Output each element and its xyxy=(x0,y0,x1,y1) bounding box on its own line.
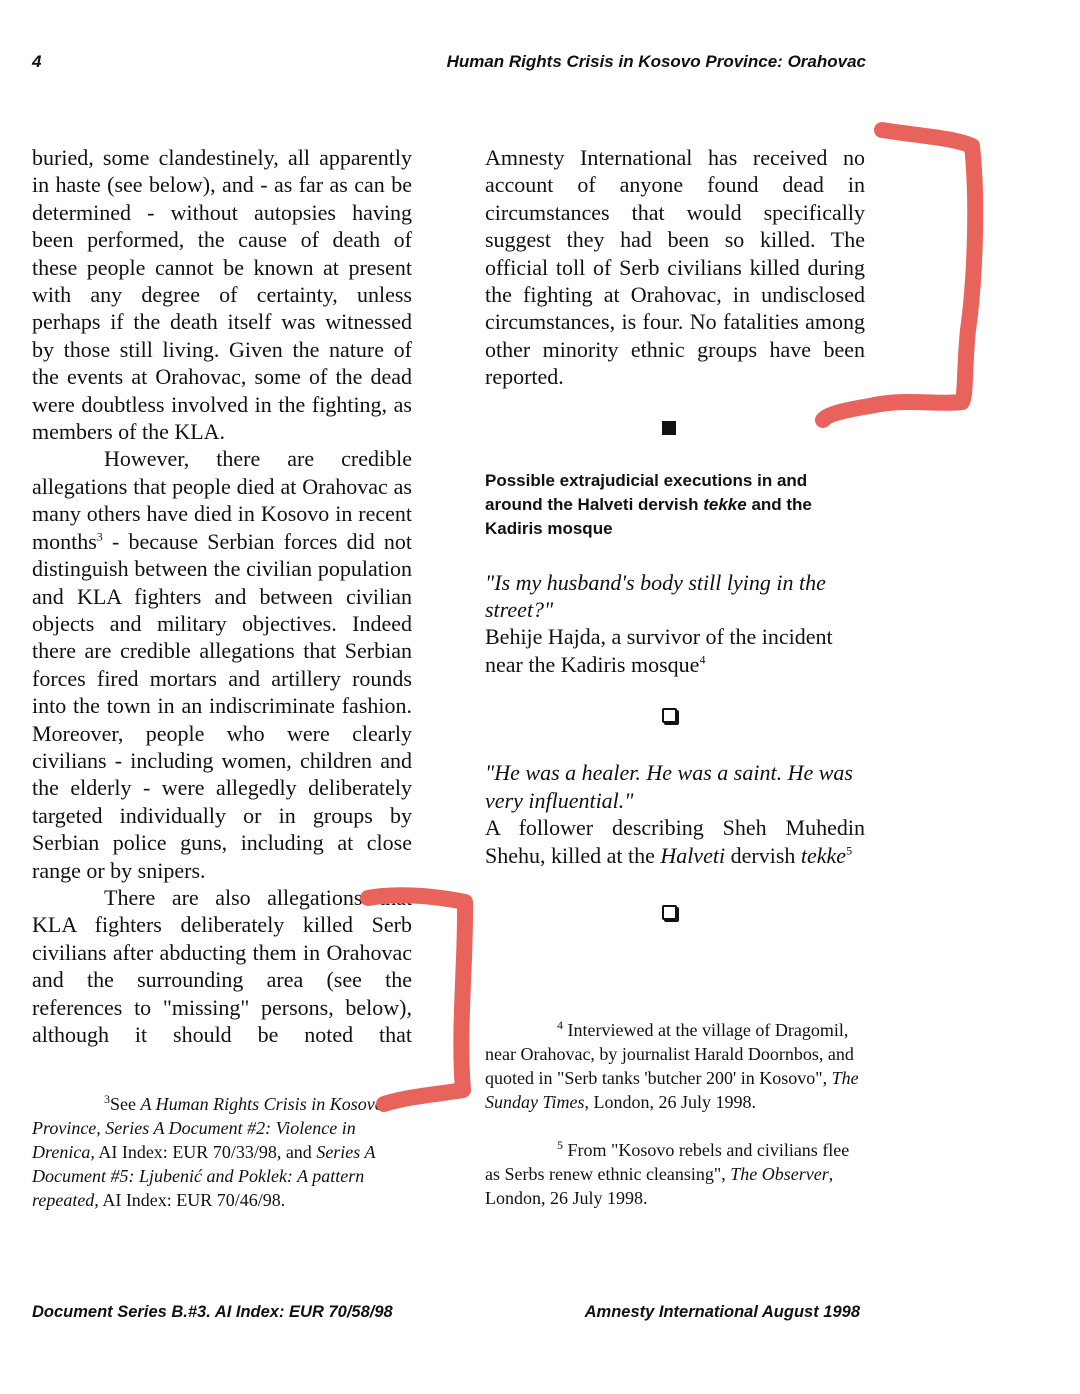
right-paragraph-1: Amnesty International has received no account of anyone found dead in circumstances that would specifically suggest they had been so killed. The official toll of Serb civilians killed during the fighting at Orahovac, in undisclosed circumstances, is four. No fatalities among other minority ethnic groups have been reported. xyxy=(485,145,865,390)
quote-1-attribution: Behije Hajda, a survivor of the incident near the Kadiris mosque$^4$ xyxy=(485,624,833,677)
left-paragraph-2: However, there are credible allegations that people died at Orahovac as many others have died in Kosovo in recent months$^3$ - because Serbian forces did not distinguish between the civilian population and KLA fighters and between civilian objects and military objectives. Indeed there are credible allegations that Serbian forces fired mortars and artillery rounds into the town in an indiscriminate fashion. Moreover, people who were clearly civilians - including women, children and the elderly - were allegedly deliberately targeted individually or in groups by Serbian police guns, including at close range or by snipers. xyxy=(32,446,412,883)
footnote-ref-5: 5 xyxy=(846,843,853,858)
footer-document-series: Document Series B.#3. AI Index: EUR 70/58/98 xyxy=(32,1303,393,1321)
footnote-4: $^4$ Interviewed at the village of Dragomil, near Orahovac, by journalist Harald Doornbos, and quoted in "Serb tanks 'butcher 200' in Kosovo", The Sunday Times, London, 26 July 1998. xyxy=(485,1017,859,1112)
page-number: 4 xyxy=(32,52,42,71)
annotation-bracket-bottom-left xyxy=(368,895,465,1104)
left-paragraph-1: buried, some clandestinely, all apparently in haste (see below), and - as far as can be determined - without autopsies having been performed, the cause of death of these people cannot be known at present with any degree of certainty, unless perhaps if the death itself was witnessed by those still living. Given the nature of the events at Orahovac, some of the dead were doubtless involved in the fighting, as members of the KLA. xyxy=(32,145,412,445)
quote-2-attribution: A follower describing Sheh Muhedin Shehu, killed at the Halveti dervish tekke$^5$ xyxy=(485,815,865,868)
section-heading: Possible extrajudicial executions in and around the Halveti dervish tekke and the Kadiris mosque xyxy=(485,470,812,538)
left-paragraph-3: There are also allegations that KLA fighters deliberately killed Serb civilians after abducting them in Orahovac and the surrounding area (see the references to "missing" persons, below), although it should be noted that xyxy=(32,884,412,1047)
footnote-ref-3: 3 xyxy=(96,529,103,544)
annotation-bracket-top-right xyxy=(823,130,975,420)
quote-2: "He was a healer. He was a saint. He was very influential." xyxy=(485,760,853,813)
quote-1: "Is my husband's body still lying in the street?" xyxy=(485,569,826,623)
footnote-3: $^3$See A Human Rights Crisis in Kosovo Province, Series A Document #2: Violence in Drenica, AI Index: EUR 70/33/98, and Series A Document #5: Ljubenić and Poklek: A pattern repeated, AI Index: EUR 70/46/98. xyxy=(32,1092,384,1211)
running-header: Human Rights Crisis in Kosovo Province: Orahovac xyxy=(446,52,866,71)
footnote-5: $^5$ From "Kosovo rebels and civilians flee as Serbs renew ethnic cleansing", The Observer, London, 26 July 1998. xyxy=(485,1137,850,1208)
footnote-ref-4: 4 xyxy=(699,652,706,667)
footer-publisher-date: Amnesty International August 1998 xyxy=(584,1303,860,1321)
